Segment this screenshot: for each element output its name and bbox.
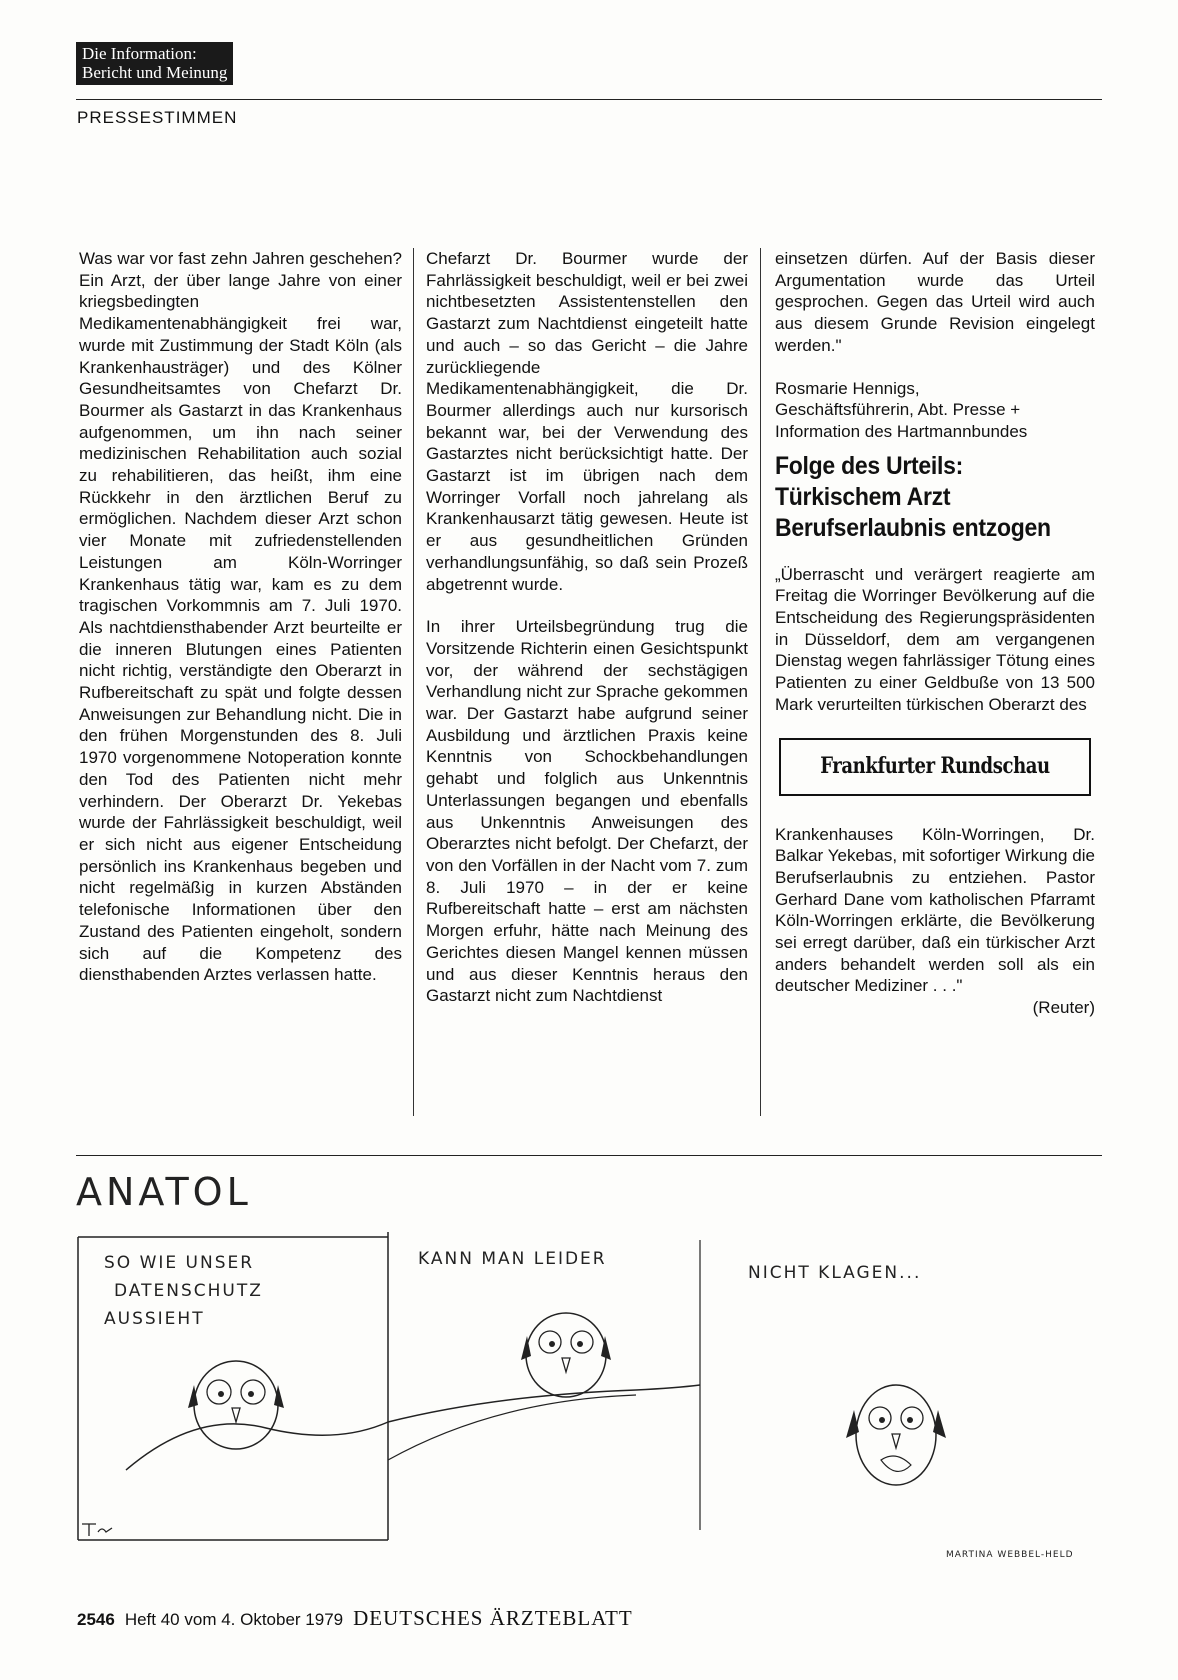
top-rule [76, 99, 1102, 100]
paragraph: Was war vor fast zehn Jahren geschehen? Ein Arzt, der über lange Jahre von einer kriegsbedingten Medikamentenabhängigkeit frei war, wurde mit Zustimmung der Stadt Köln (als Krankenhausträger) und des Kölner Gesundheitsamtes von Chefarzt Dr. Bourmer als Gastarzt in das Krankenhaus aufgenommen, um ihn nach seiner medizinischen Rehabilitation auch sozial zu rehabilitieren, das heißt, ihm eine Rückkehr in den ärztlichen Beruf zu ermöglichen. Nachdem dieser Arzt schon vier Monate mit zufriedenstellenden Leistungen am Köln-Worringer Krankenhaus tätig war, kam es zu dem tragischen Vorkommnis am 7. Juli 1970. Als nachtdiensthabender Arzt beurteilte er die inneren Blutungen eines Patienten nicht richtig, verständigte den Oberarzt in Rufbereitschaft zu spät und folgte dessen Anweisungen zur Behandlung nicht. Die in den frühen Morgenstunden des 8. Juli 1970 vorgenommene Notoperation konnte den Tod des Patienten nicht mehr verhindern. Der Oberarzt Dr. Yekebas wurde der Fahrlässigkeit beschuldigt, weil er sich nicht aus eigener Entscheidung persönlich ins Krankenhaus begeben und nicht regelmäßig in kurzen Abständen telefonische Informationen über den Zustand des Patienten eingeholt, sondern sich auf die Kompetenz des diensthabenden Arztes verlassen hatte. [79, 249, 402, 985]
owl-icon [521, 1313, 611, 1397]
page-footer [77, 1606, 633, 1631]
article-column-1 [79, 248, 402, 1118]
speech-panel-2: KANN MAN LEIDER [418, 1249, 607, 1269]
column-divider [413, 248, 414, 1116]
magazine-name: DEUTSCHES ÄRZTEBLATT [353, 1606, 633, 1630]
signature-role: Geschäftsführerin, Abt. Presse + [775, 400, 1021, 420]
article-column-2 [426, 248, 748, 1118]
section-title: PRESSESTIMMEN [77, 108, 238, 127]
paragraph: einsetzen dürfen. Auf der Basis dieser Argumentation wurde das Urteil gesprochen. Gegen das Urteil wird auch aus diesem Grunde Revision eingelegt werden." [775, 249, 1095, 355]
signature-name: Rosmarie Hennigs, [775, 378, 920, 398]
badge-line-2: Bericht und Meinung [82, 63, 228, 82]
speech-line-2: DATENSCHUTZ [114, 1281, 263, 1301]
badge-line-1: Die Information: [82, 44, 197, 63]
cartoon-strip [76, 1160, 1106, 1560]
logo-text: Frankfurter Rundschau [820, 752, 1050, 779]
speech-line-1: SO WIE UNSER [104, 1253, 255, 1273]
paragraph: In ihrer Urteilsbegründung trug die Vorsitzende Richterin einen Gesichtspunkt vor, der während der sechstägigen Verhandlung nicht zur Sprache gekommen war. Der Gastarzt habe aufgrund seiner Ausbildung und ärztlichen Praxis keine Kenntnis von Schockbehandlungen gehabt und folglich aus Unkenntnis Unterlassungen begangen und ebenfalls aus Unkenntnis Anweisungen des Oberarztes nicht befolgt. Der Chefarzt, der von den Vorfällen in der Nacht vom 7. zum 8. Juli 1970 – in der er keine Rufbereitschaft hatte – erst am nächsten Morgen erfuhr, hätte nach Meinung des Gerichtes diesen Mangel kennen müssen und aus dieser Kenntnis heraus den Gastarzt nicht zum Nachtdienst [426, 617, 748, 1006]
source-line [775, 997, 1095, 1019]
paragraph: Chefarzt Dr. Bourmer wurde der Fahrlässigkeit beschuldigt, weil er bei zwei nichtbesetzten Assistentenstellen den Gastarzt zum Nachtdienst eingeteilt hatte und auch – so das Gericht – die Jahre zurückliegende Medikamentenabhängigkeit, die Dr. Bourmer allerdings auch nur kursorisch bekannt war, bei der Verwendung des Gastarztes nicht berücksichtigt hatte. Der Gastarzt ist im übrigen nach dem Worringer Vorfall noch jahrelang als Krankenhausarzt tätig gewesen. Heute ist er aus gesundheitlichen Gründen verhandlungsunfähig, so daß sein Prozeß abgetrennt wurde. [426, 249, 748, 594]
article-headline: Folge des Urteils: Türkischem Arzt Berufserlaubnis entzogen [775, 451, 1051, 542]
column-divider [760, 248, 761, 1116]
article-column-3 [775, 248, 1095, 1118]
signature [775, 378, 1095, 443]
signature-org: Information des Hartmannbundes [775, 421, 1028, 441]
cartoon-title: ANATOL [76, 1170, 252, 1214]
branch-line [126, 1385, 700, 1470]
source-credit: (Reuter) [1032, 998, 1095, 1018]
page-number: 2546 [77, 1610, 115, 1629]
issue-info: Heft 40 vom 4. Oktober 1979 [124, 1610, 344, 1629]
cartoon-drawing [76, 1160, 1106, 1560]
owl-icon [188, 1361, 284, 1449]
speech-panel-3: NICHT KLAGEN... [748, 1263, 922, 1283]
artist-signature: MARTINA WEBBEL-HELD [946, 1550, 1074, 1560]
speech-line-3: AUSSIEHT [104, 1309, 205, 1329]
paragraph: „Überrascht und verärgert reagierte am Freitag die Worringer Bevölkerung auf die Entscheidung des Regierungspräsidenten in Düsseldorf, dem am vergangenen Dienstag wegen fahrlässiger Tötung eines Patienten zu einer Geldbuße von 13 500 Mark verurteilten türkischen Oberarzt des [775, 564, 1095, 714]
section-badge [76, 42, 233, 85]
owl-icon [846, 1385, 946, 1485]
paragraph: Krankenhauses Köln-Worringen, Dr. Balkar Yekebas, mit sofortiger Wirkung die Berufserlaubnis zu entziehen. Pastor Gerhard Dane vom katholischen Pfarramt Köln-Worringen erklärte, die Bevölkerung sei erregt darüber, daß ein türkischer Arzt anders behandelt werden soll als ein deutscher Mediziner . . ." [775, 824, 1095, 996]
artist-initials [82, 1524, 112, 1536]
cartoon-rule [76, 1155, 1102, 1156]
newspaper-logo [779, 738, 1091, 796]
